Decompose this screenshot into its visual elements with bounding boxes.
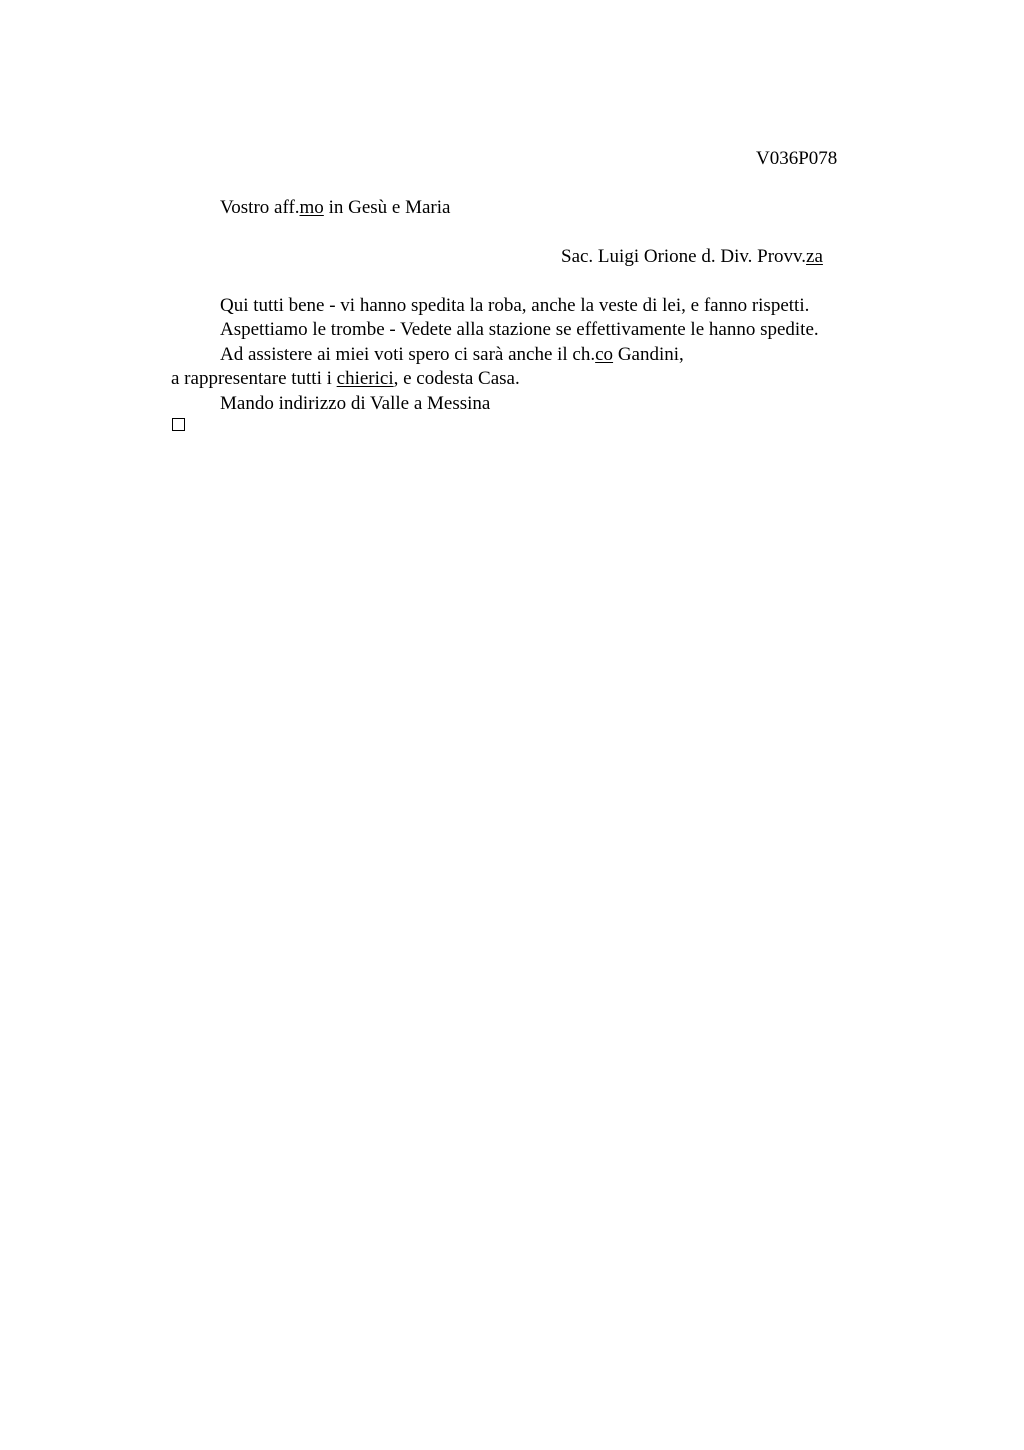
body-line-1: Qui tutti bene - vi hanno spedita la roba, anche la veste di lei, e fanno rispetti.	[220, 295, 810, 316]
body-line-4-underlined: chierici	[336, 368, 394, 389]
body-line-2: Aspettiamo le trombe - Vedete alla stazione se effettivamente le hanno spedite.	[220, 319, 819, 340]
closing-text-rest: in Gesù e Maria	[323, 197, 451, 218]
body-line-5: Mando indirizzo di Valle a Messina	[220, 393, 491, 414]
body-line-3-abbrev: co	[595, 344, 614, 365]
empty-square-icon	[172, 418, 185, 431]
signature	[561, 245, 823, 269]
body-line-3-text: Ad assistere ai miei voti spero ci sarà anche il ch.	[220, 344, 596, 365]
signature-abbrev: za	[806, 246, 823, 267]
page-identifier: V036P078	[756, 148, 838, 169]
body-line-3-rest: Gandini,	[613, 344, 684, 365]
signature-text: Sac. Luigi Orione d. Div. Provv.	[561, 246, 807, 267]
body-line-3	[220, 343, 684, 367]
closing-text: Vostro aff.	[220, 197, 300, 218]
body-line-4	[171, 367, 520, 391]
closing-abbrev: mo	[299, 197, 324, 218]
body-line-4-rest: , e codesta Casa.	[393, 368, 520, 389]
closing-salutation	[220, 196, 450, 220]
body-line-4-text: a rappresentare tutti i	[171, 368, 337, 389]
